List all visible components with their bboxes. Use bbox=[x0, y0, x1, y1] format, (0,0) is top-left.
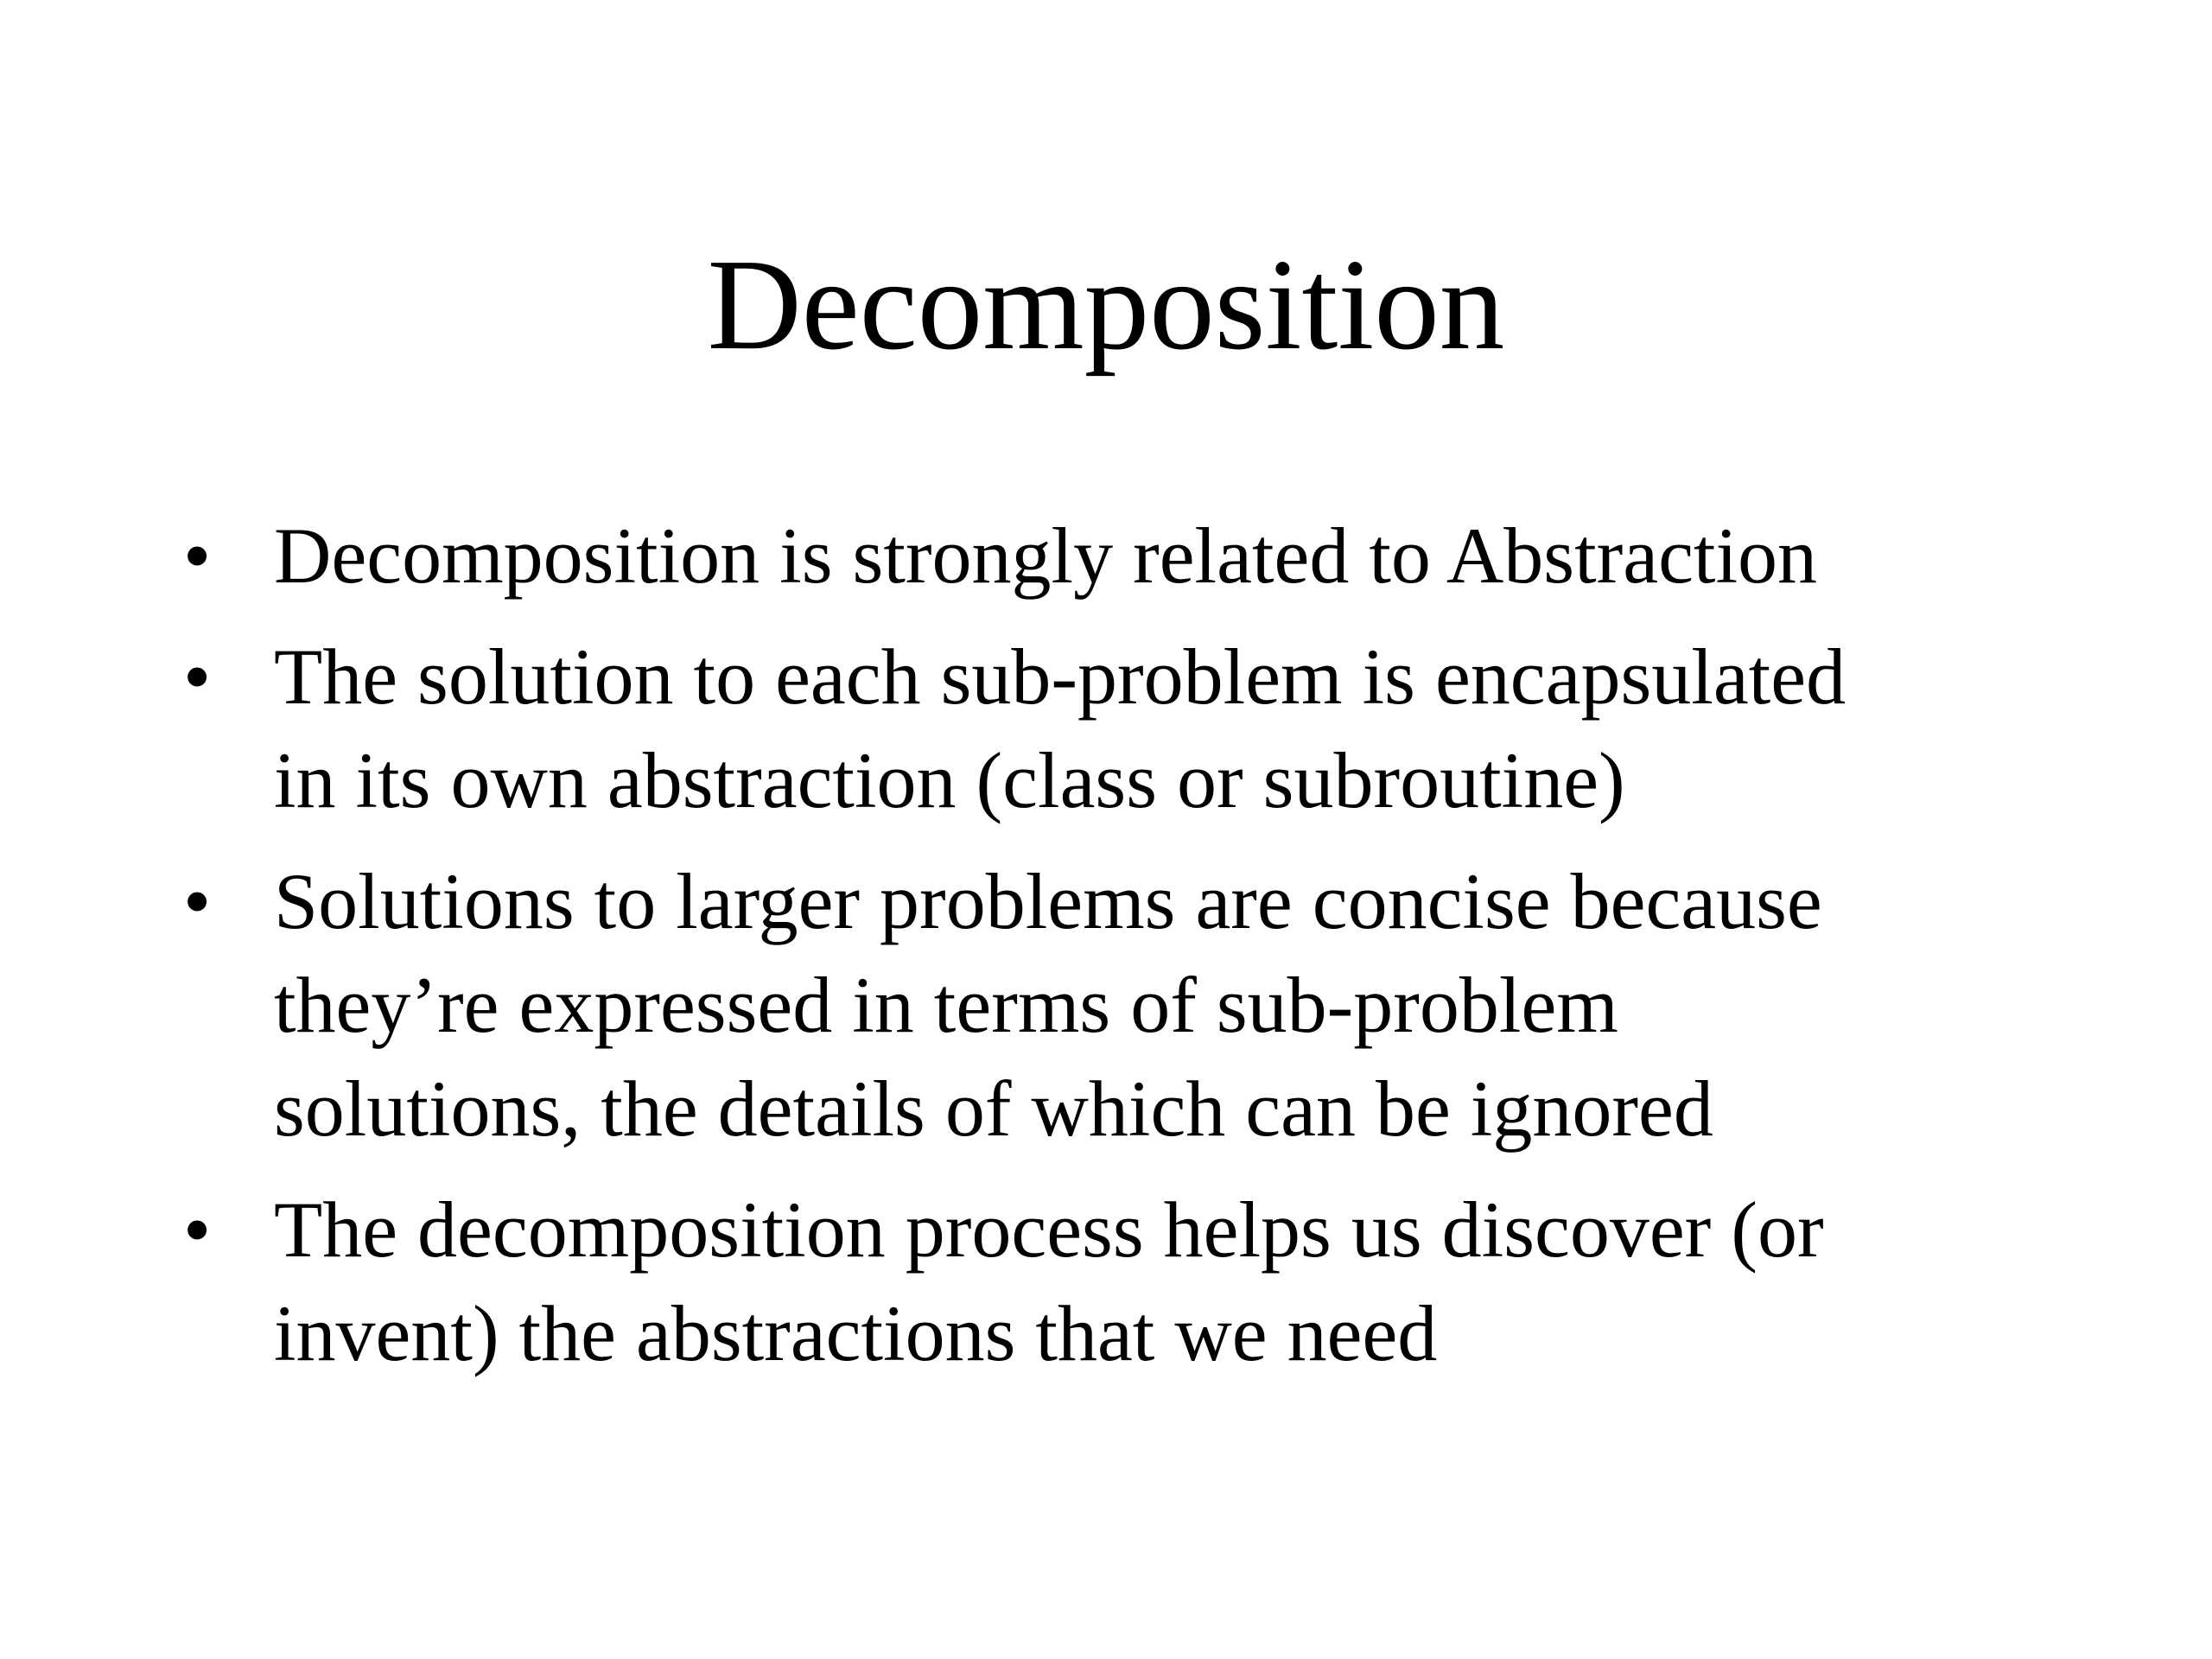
bullet-item bbox=[183, 625, 2041, 832]
bullet-icon: • bbox=[183, 632, 212, 721]
bullet-line: The solution to each sub-problem is encapsulated bbox=[274, 632, 1847, 721]
bullet-line: invent) the abstractions that we need bbox=[274, 1289, 1438, 1377]
bullet-item bbox=[183, 849, 2041, 1160]
bullet-icon: • bbox=[183, 512, 212, 600]
bullet-icon: • bbox=[183, 1185, 212, 1274]
bullet-line: in its own abstraction (class or subroutine) bbox=[274, 736, 1625, 824]
bullet-line: solutions, the details of which can be ignored bbox=[274, 1065, 1713, 1153]
bullet-item bbox=[183, 1178, 2041, 1385]
bullet-line: Decomposition is strongly related to Abstraction bbox=[274, 512, 1818, 600]
bullet-icon: • bbox=[183, 857, 212, 945]
bullet-line: Solutions to larger problems are concise because bbox=[274, 857, 1822, 945]
bullet-item bbox=[183, 504, 2041, 607]
bullet-line: they’re expressed in terms of sub-problem bbox=[274, 961, 1618, 1049]
slide-title: Decomposition bbox=[707, 232, 1505, 377]
bullet-list bbox=[183, 504, 2041, 1385]
bullet-line: The decomposition process helps us discover (or bbox=[274, 1185, 1824, 1274]
